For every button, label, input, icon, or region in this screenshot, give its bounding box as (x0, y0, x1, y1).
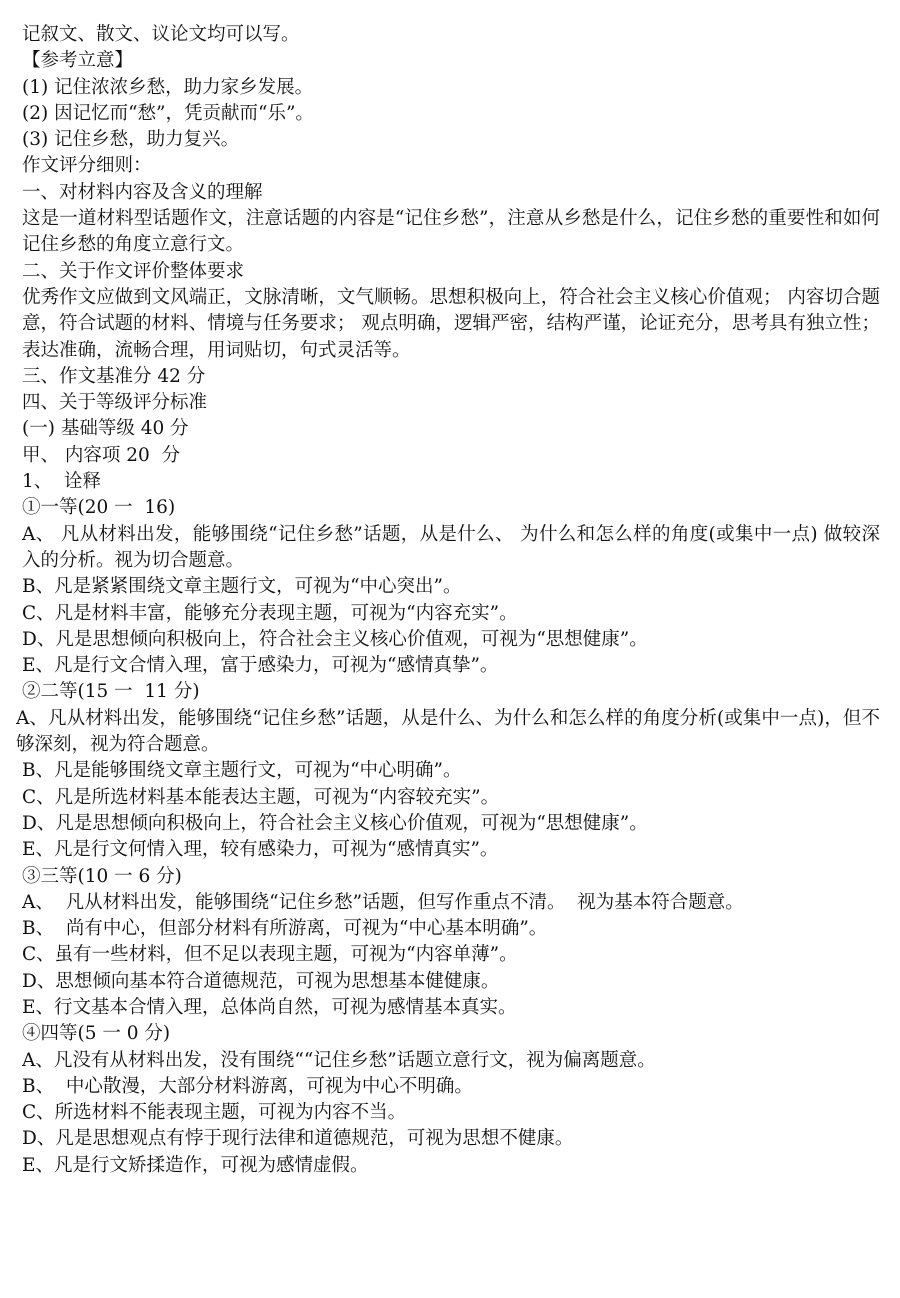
criterion-item: E、凡是行文矫揉造作，可视为感情虚假。 (22, 1154, 369, 1176)
grade-heading: ④四等(5 一 0 分) (22, 1023, 171, 1045)
subsection-heading: 1、 诠释 (22, 471, 102, 493)
section-heading: 作文评分细则： (22, 155, 152, 177)
criterion-item: A、凡从材料出发，能够围绕“记住乡愁”话题，从是什么、为什么和怎么样的角度分析(或集中一点)，但不够深刻，视为符合题意。 (16, 707, 880, 756)
subsection-heading: 甲、 内容项 20 分 (22, 444, 181, 466)
criterion-item: D、凡是思想倾向积极向上，符合社会主义核心价值观，可视为“思想健康”。 (22, 628, 648, 650)
subsection-heading: (一) 基础等级 40 分 (22, 418, 189, 440)
criterion-item: E、凡是行文何情入理，较有感染力，可视为“感情真实”。 (22, 839, 499, 861)
criterion-item: E、行文基本合情入理，总体尚自然，可视为感情基本真实。 (22, 996, 517, 1018)
grade-heading: ①一等(20 一 16) (22, 497, 176, 519)
criterion-item: B、 中心散漫，大部分材料游离，可视为中心不明确。 (22, 1075, 473, 1097)
criterion-item: C、虽有一些材料，但不足以表现主题，可视为“内容单薄”。 (22, 944, 518, 966)
paragraph: 优秀作文应做到文风端正，文脉清晰，文气顺畅。思想积极向上，符合社会主义核心价值观； 内容切合题意，符合试题的材料、情境与任务要求； 观点明确，逻辑严密，结构严谨，论证充分，思考具有独立性； 表达准确，流畅合理，用词贴切，句式灵活等。 (22, 286, 880, 361)
section-heading: 二、关于作文评价整体要求 (22, 260, 245, 282)
criterion-item: C、凡是材料丰富，能够充分表现主题，可视为“内容充实”。 (22, 602, 518, 624)
list-item: (2) 因记忆而“愁”，凭贡献而“乐”。 (22, 102, 314, 124)
grade-heading: ②二等(15 一 11 分) (22, 681, 200, 703)
criterion-item: D、凡是思想观点有悖于现行法律和道德规范，可视为思想不健康。 (22, 1128, 574, 1150)
section-heading: 【参考立意】 (22, 50, 134, 72)
criterion-item: D、思想倾向基本符合道德规范，可视为思想基本健健康。 (22, 970, 500, 992)
criterion-item: E、凡是行文合情入理，富于感染力，可视为“感情真挚”。 (22, 655, 499, 677)
criterion-item: B、凡是紧紧围绕文章主题行文，可视为“中心突出”。 (22, 576, 462, 598)
criterion-item: B、 尚有中心，但部分材料有所游离，可视为“中心基本明确”。 (22, 918, 548, 940)
criterion-item: A、 凡从材料出发，能够围绕“记住乡愁”话题，但写作重点不清。 视为基本符合题意。 (22, 891, 744, 913)
criterion-item: A、凡没有从材料出发，没有围绕““记住乡愁”话题立意行文，视为偏离题意。 (22, 1049, 656, 1071)
paragraph: 这是一道材料型话题作文，注意话题的内容是“记住乡愁”，注意从乡愁是什么，记住乡愁的重要性和如何记住乡愁的角度立意行文。 (22, 208, 880, 256)
grade-heading: ③三等(10 一 6 分) (22, 865, 182, 887)
criterion-item: C、所选材料不能表现主题，可视为内容不当。 (22, 1102, 407, 1124)
section-heading: 四、关于等级评分标准 (22, 392, 208, 414)
list-item: (3) 记住乡愁，助力复兴。 (22, 129, 240, 151)
text-line: 记叙文、散文、议论文均可以写。 (22, 24, 300, 45)
criterion-item: D、凡是思想倾向积极向上，符合社会主义核心价值观，可视为“思想健康”。 (22, 812, 648, 834)
section-heading: 一、对材料内容及含义的理解 (22, 181, 263, 203)
criterion-item: A、 凡从材料出发，能够围绕“记住乡愁”话题，从是什么、 为什么和怎么样的角度(或集中一点) 做较深入的分析。视为切合题意。 (22, 523, 880, 571)
list-item: (1) 记住浓浓乡愁，助力家乡发展。 (22, 76, 314, 98)
criterion-item: C、凡是所选材料基本能表达主题，可视为“内容较充实”。 (22, 786, 500, 808)
criterion-item: B、凡是能够围绕文章主题行文，可视为“中心明确”。 (22, 760, 462, 782)
section-heading: 三、作文基准分 42 分 (22, 365, 206, 387)
